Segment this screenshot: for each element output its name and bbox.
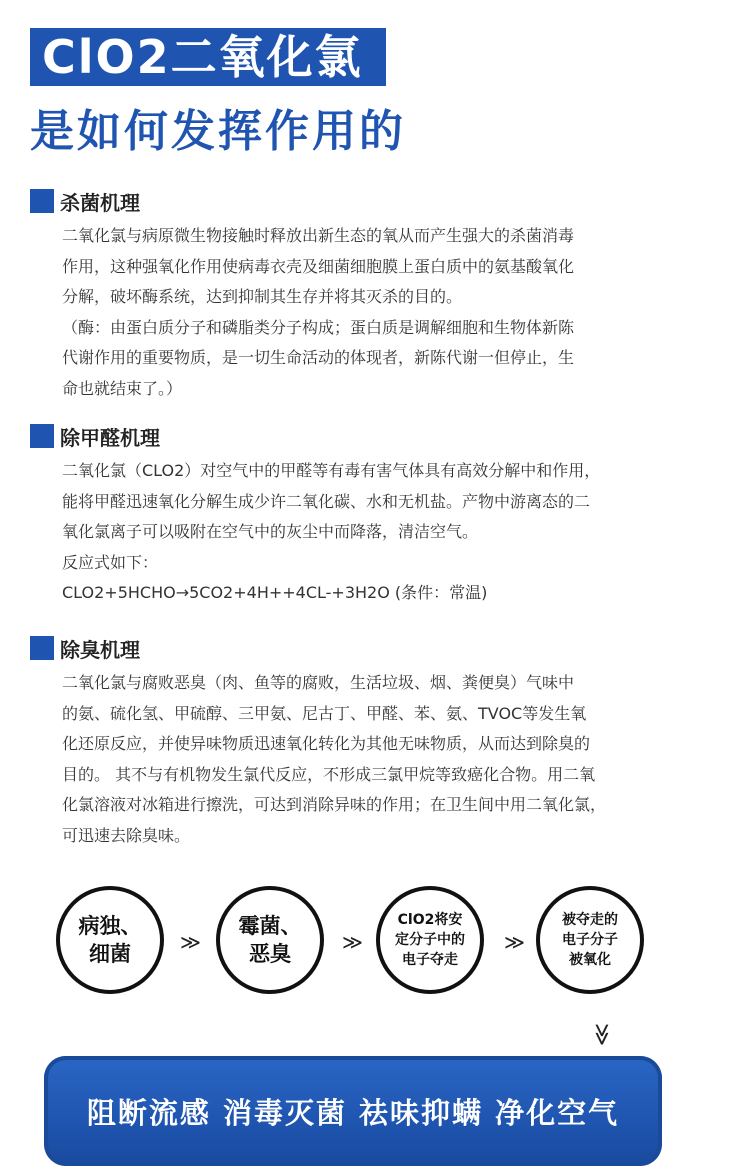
body-line: 可迅速去除臭味。	[62, 825, 191, 845]
body-line: 的氨、硫化氢、甲硫醇、三甲氨、尼古丁、甲醛、苯、氨、TVOC等发生氧	[62, 703, 587, 723]
step-text: 电子分子	[562, 932, 618, 948]
body-line: 化还原反应，并使异味物质迅速氧化转化为其他无味物质，从而达到除臭的	[62, 734, 591, 753]
step-text: ClO2将安	[397, 912, 463, 928]
section-header	[30, 420, 710, 452]
section-formaldehyde	[30, 420, 710, 609]
process-step-pathogens	[56, 886, 164, 994]
section-body	[30, 221, 710, 404]
body-line: （酶：由蛋白质分子和磷脂类分子构成；蛋白质是调解细胞和生物体新陈	[62, 317, 575, 337]
section-sterilization	[30, 185, 710, 404]
section-title: 杀菌机理	[60, 190, 140, 215]
body-line: 二氧化氯与腐败恶臭（肉、鱼等的腐败，生活垃圾、烟、粪便臭）气味中	[62, 673, 575, 692]
body-line: 氧化氯离子可以吸附在空气中的灰尘中而降落，清洁空气。	[62, 522, 479, 541]
step-text: 电子夺走	[402, 952, 458, 968]
step-text: 被氧化	[569, 952, 611, 968]
section-body	[30, 668, 710, 851]
process-flow	[56, 886, 676, 1006]
step-text: 定分子中的	[395, 932, 465, 948]
step-text: 病独、	[78, 914, 142, 938]
body-line: 命也就结束了。）	[62, 378, 183, 398]
section-marker-icon	[30, 424, 54, 448]
body-line: 二氧化氯（CLO2）对空气中的甲醛等有毒有害气体具有高效分解中和作用，	[62, 461, 601, 480]
body-line: 作用，这种强氧化作用使病毒衣壳及细菌细胞膜上蛋白质中的氨基酸氧化	[62, 256, 575, 276]
section-header	[30, 632, 710, 664]
double-chevron-right-icon: ≫	[180, 930, 201, 954]
section-title: 除臭机理	[60, 637, 140, 662]
double-chevron-right-icon: ≫	[342, 930, 363, 954]
section-body	[30, 456, 710, 609]
double-chevron-right-icon: ≫	[504, 930, 525, 954]
section-marker-icon	[30, 636, 54, 660]
step-text: 霉菌、	[238, 914, 302, 938]
benefits-banner	[44, 1056, 662, 1166]
body-line: 反应式如下：	[62, 552, 159, 572]
step-text: 细菌	[89, 942, 131, 966]
step-text: 恶臭	[249, 942, 291, 966]
section-marker-icon	[30, 189, 54, 213]
body-line: 二氧化氯与病原微生物接触时释放出新生态的氧从而产生强大的杀菌消毒	[62, 226, 575, 245]
body-line: 化氯溶液对冰箱进行擦洗，可达到消除异味的作用；在卫生间中用二氧化氯，	[62, 795, 607, 814]
title-line1: ClO2二氧化氯	[42, 30, 363, 84]
body-line: CLO2+5HCHO→5CO2+4H++4CL-+3H2O (条件：常温)	[62, 583, 488, 602]
banner-text: 阻断流感 消毒灭菌 祛味抑螨 净化空气	[86, 1095, 620, 1130]
body-line: 分解，破坏酶系统，达到抑制其生存并将其灭杀的目的。	[62, 287, 463, 306]
body-line: 能将甲醛迅速氧化分解生成少许二氧化碳、水和无机盐。产物中游离态的二	[62, 491, 591, 511]
body-line: 目的。 其不与有机物发生氯代反应，不形成三氯甲烷等致癌化合物。用二氧	[62, 764, 596, 784]
double-chevron-down-icon: ≫	[589, 1022, 615, 1047]
process-step-electron-capture	[376, 886, 484, 994]
section-header	[30, 185, 710, 217]
section-title: 除甲醛机理	[60, 425, 160, 450]
process-step-mold-odor	[216, 886, 324, 994]
title-band	[30, 28, 386, 86]
step-text: 被夺走的	[562, 912, 618, 928]
body-line: 代谢作用的重要物质，是一切生命活动的体现者，新陈代谢一但停止，生	[62, 348, 575, 367]
section-deodorization	[30, 632, 710, 851]
process-step-oxidized	[536, 886, 644, 994]
title-line2: 是如何发挥作用的	[30, 106, 406, 157]
